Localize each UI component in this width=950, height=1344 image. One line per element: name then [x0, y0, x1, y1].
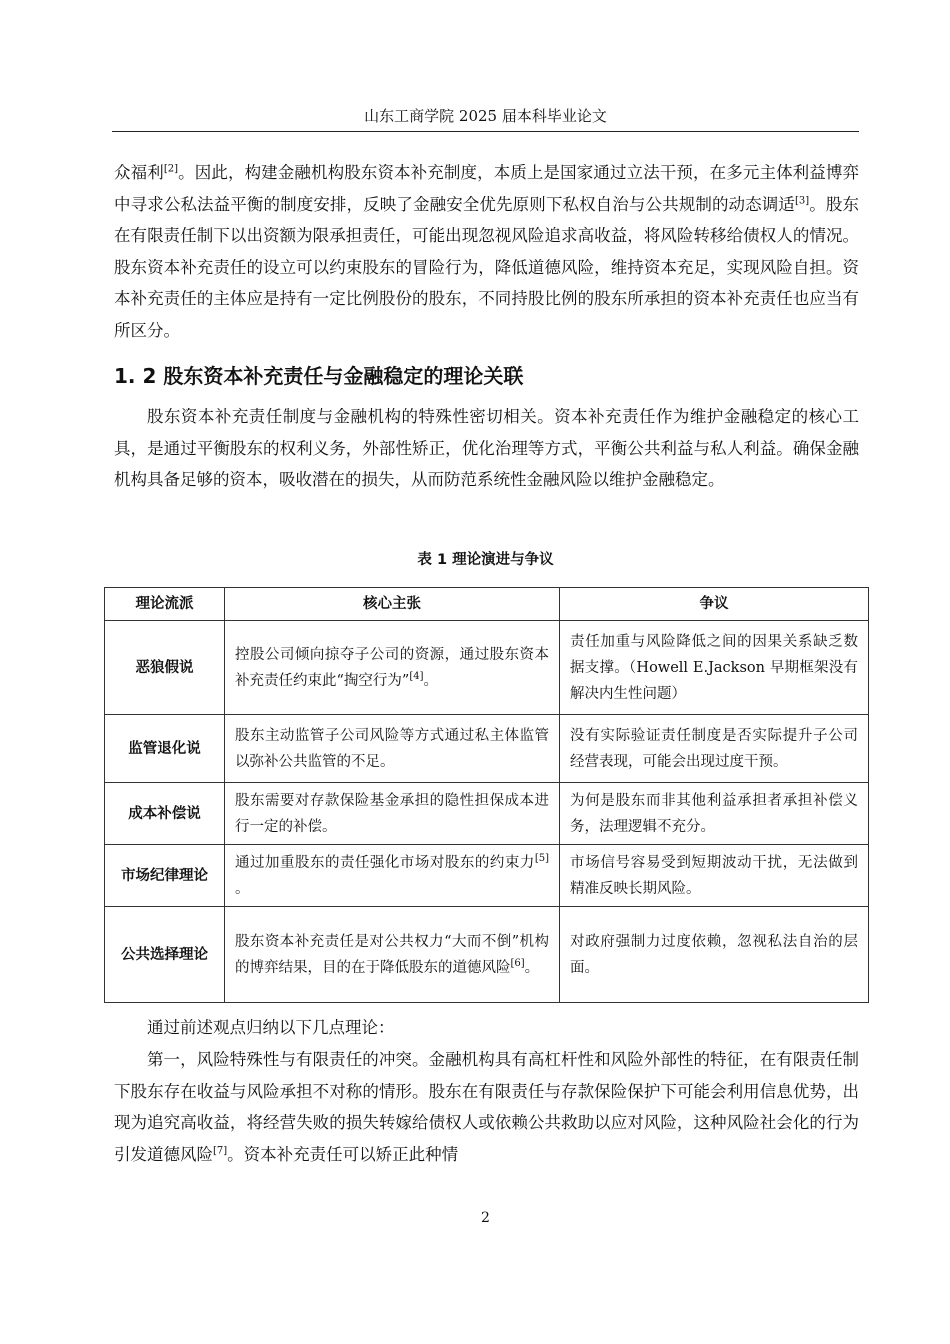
theory-table: [104, 587, 869, 1003]
header-school: 理论流派: [105, 588, 225, 621]
section-heading: 1. 2 股东资本补充责任与金融稳定的理论关联: [114, 364, 524, 388]
point-one-text: 第一，风险特殊性与有限责任的冲突。金融机构具有高杠杆性和风险外部性的特征，在有限责任制下股东存在收益与风险承担不对称的情形。股东在有限责任与存款保险保护下可能会利用信息优势，出现为追究高收益，将经营失败的损失转嫁给债权人或依赖公共救助以应对风险，这种风险社会化的行为引发道德风险: [114, 1050, 859, 1164]
dispute-cell: 对政府强制力过度依赖，忽视私法自治的层面。: [560, 907, 869, 1003]
claim-cell: 股东主动监管子公司风险等方式通过私主体监管以弥补公共监管的不足。: [225, 715, 560, 783]
citation-5: [5]: [534, 852, 549, 864]
page-header: 山东工商学院 2025 届本科毕业论文: [364, 107, 607, 125]
claim-cell: [225, 907, 560, 1003]
intro-text-1: 众福利: [114, 163, 164, 182]
dispute-cell: 为何是股东而非其他利益承担者承担补偿义务，法理逻辑不充分。: [560, 783, 869, 845]
citation-2: [2]: [163, 163, 179, 175]
school-cell: 监管退化说: [105, 715, 225, 783]
summary-line: 通过前述观点归纳以下几点理论：: [147, 1018, 395, 1037]
claim-cell: 股东需要对存款保险基金承担的隐性担保成本进行一定的补偿。: [225, 783, 560, 845]
school-cell: 成本补偿说: [105, 783, 225, 845]
school-cell: 市场纪律理论: [105, 845, 225, 907]
claim-cell: [225, 845, 560, 907]
school-cell: 恶狼假说: [105, 621, 225, 715]
citation-3: [3]: [795, 195, 810, 206]
table-caption: 表 1 理论演进与争议: [417, 552, 554, 568]
point-one-text-end: 。资本补充责任可以矫正此种情: [227, 1144, 459, 1164]
claim-end: 。: [423, 672, 438, 689]
claim-end: 。: [524, 959, 540, 976]
claim-text: 股东资本补充责任是对公共权力“大而不倒”机构的博弈结果，目的在于降低股东的道德风险: [235, 933, 549, 976]
intro-paragraph: [114, 157, 859, 346]
section-paragraph: 股东资本补充责任制度与金融机构的特殊性密切相关。资本补充责任作为维护金融稳定的核心工具，是通过平衡股东的权利义务，外部性矫正，优化治理等方式，平衡公共利益与私人利益。确保金融机构具备足够的资本，吸收潜在的损失，从而防范系统性金融风险以维护金融稳定。: [114, 407, 859, 489]
header-claim: 核心主张: [225, 588, 560, 621]
table-row: [105, 621, 869, 715]
citation-7: [7]: [213, 1145, 228, 1156]
claim-cell: [225, 621, 560, 715]
header-rule: [112, 131, 859, 132]
claim-text: 通过加重股东的责任强化市场对股东的约束力: [235, 854, 535, 871]
intro-text-2: 。因此，构建金融机构股东资本补充制度，本质上是国家通过立法干预，在多元主体利益博弈中寻求公私法益平衡的制度安排，反映了金融安全优先原则下私权自治与公共规制的动态调适: [114, 163, 860, 214]
dispute-cell: 市场信号容易受到短期波动干扰，无法做到精准反映长期风险。: [560, 845, 869, 907]
page-number: 2: [481, 1210, 490, 1226]
table-row: [105, 715, 869, 783]
header-dispute: 争议: [560, 588, 869, 621]
claim-text: 控股公司倾向掠夺子公司的资源，通过股东资本补充责任约束此“掏空行为”: [235, 646, 549, 689]
citation-4: [4]: [409, 670, 424, 682]
intro-text-3: 。股东在有限责任制下以出资额为限承担责任，可能出现忽视风险追求高收益，将风险转移给债权人的情况。股东资本补充责任的设立可以约束股东的冒险行为，降低道德风险，维持资本充足，实现风险自担。资本补充责任的主体应是持有一定比例股份的股东，不同持股比例的股东所承担的资本补充责任也应当有所区分。: [114, 194, 860, 340]
claim-end: 。: [235, 880, 250, 897]
table-row: [105, 783, 869, 845]
dispute-cell: 没有实际验证责任制度是否实际提升子公司经营表现，可能会出现过度干预。: [560, 715, 869, 783]
table-header-row: [105, 588, 869, 621]
school-cell: 公共选择理论: [105, 907, 225, 1003]
citation-6: [6]: [510, 957, 525, 969]
dispute-cell: 责任加重与风险降低之间的因果关系缺乏数据支撑。（Howell E.Jackson 早期框架没有解决内生性问题）: [560, 621, 869, 715]
table-row: [105, 845, 869, 907]
table-row: [105, 907, 869, 1003]
point-one-paragraph: [114, 1044, 859, 1170]
